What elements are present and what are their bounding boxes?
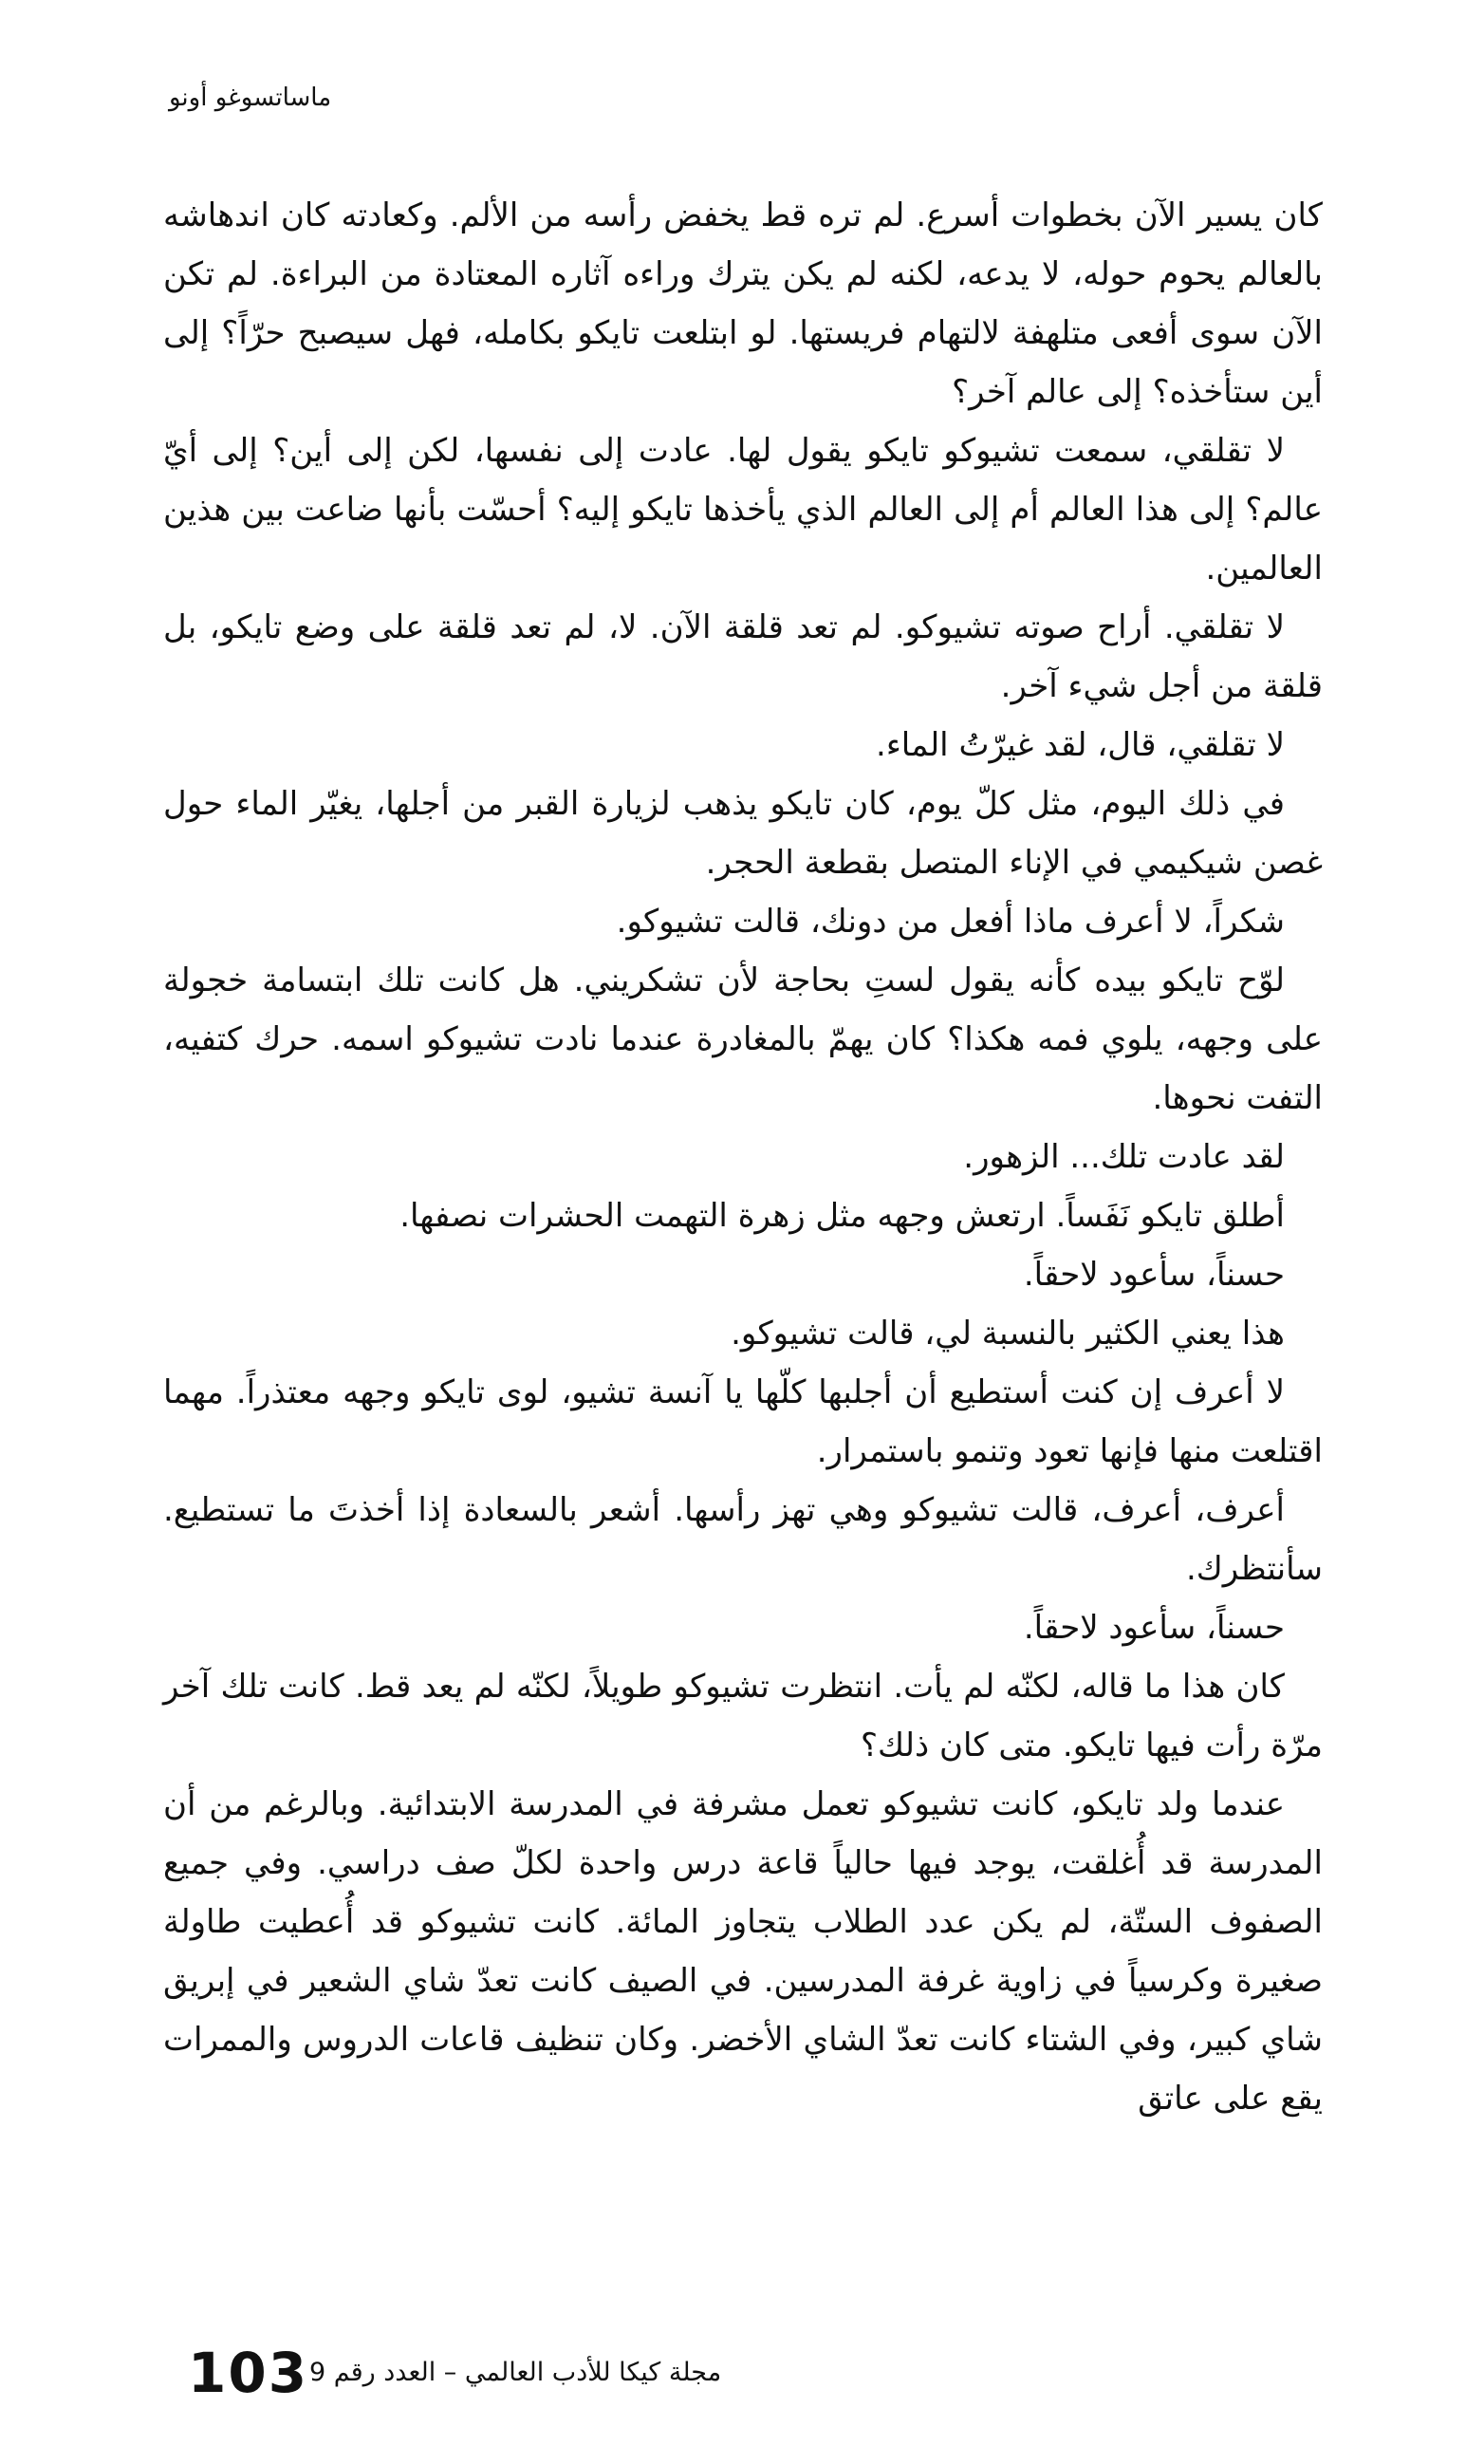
paragraph: لوّح تايكو بيده كأنه يقول لستِ بحاجة لأن تشكريني. هل كانت تلك ابتسامة خجولة على وجهه، يلوي فمه هكذا؟ كان يهمّ بالمغادرة عندما نادت تشيوكو اسمه. حرك كتفيه، التفت نحوها.	[163, 961, 1323, 1117]
paragraph: لا أعرف إن كنت أستطيع أن أجلبها كلّها يا آنسة تشيو، لوى تايكو وجهه معتذراً. مهما اقتلعت منها فإنها تعود وتنمو باستمرار.	[163, 1373, 1323, 1470]
paragraph: أعرف، أعرف، قالت تشيوكو وهي تهز رأسها. أشعر بالسعادة إذا أخذتَ ما تستطيع. سأنتظرك.	[163, 1491, 1323, 1588]
paragraph: أطلق تايكو نَفَساً. ارتعش وجهه مثل زهرة التهمت الحشرات نصفها.	[399, 1197, 1285, 1235]
paragraph: كان يسير الآن بخطوات أسرع. لم تره قط يخفض رأسه من الألم. وكعادته كان اندهاشه بالعالم يحوم حوله، لا يدعه، لكنه لم يكن يترك وراءه آثاره المعتادة من البراءة. لم تكن الآن سوى أفعى متلهفة لالتهام فريستها. لو ابتلعت تايكو بكامله، فهل سيصبح حرّاً؟ إلى أين ستأخذه؟ إلى عالم آخر؟	[163, 196, 1323, 411]
running-header-author: ماساتسوغو أونو	[169, 84, 332, 112]
paragraph: كان هذا ما قاله، لكنّه لم يأت. انتظرت تشيوكو طويلاً، لكنّه لم يعد قط. كانت تلك آخر مرّة رأت فيها تايكو. متى كان ذلك؟	[163, 1668, 1323, 1764]
paragraph: هذا يعني الكثير بالنسبة لي، قالت تشيوكو.	[731, 1315, 1285, 1353]
paragraph: في ذلك اليوم، مثل كلّ يوم، كان تايكو يذهب لزيارة القبر من أجلها، يغيّر الماء حول غصن شيكيمي في الإناء المتصل بقطعة الحجر.	[163, 785, 1323, 882]
paragraph: لا تقلقي، سمعت تشيوكو تايكو يقول لها. عادت إلى نفسها، لكن إلى أين؟ إلى أيّ عالم؟ إلى هذا العالم أم إلى العالم الذي يأخذها تايكو إليه؟ أحسّت بأنها ضاعت بين هذين العالمين.	[163, 432, 1323, 588]
paragraph: حسناً، سأعود لاحقاً.	[1023, 1609, 1285, 1647]
article-body	[163, 186, 1323, 2128]
page-number: 103	[188, 2341, 309, 2405]
page-footer	[188, 2341, 852, 2407]
paragraph: لقد عادت تلك... الزهور.	[963, 1138, 1285, 1176]
paragraph: حسناً، سأعود لاحقاً.	[1023, 1256, 1285, 1294]
paragraph: عندما ولد تايكو، كانت تشيوكو تعمل مشرفة في المدرسة الابتدائية. وبالرغم من أن المدرسة قد أُغلقت، يوجد فيها حالياً قاعة درس واحدة لكلّ صف دراسي. وفي جميع الصفوف الستّة، لم يكن عدد الطلاب يتجاوز المائة. كانت تشيوكو قد أُعطيت طاولة صغيرة وكرسياً في زاوية غرفة المدرسين. في الصيف كانت تعدّ شاي الشعير في إبريق شاي كبير، وفي الشتاء كانت تعدّ الشاي الأخضر. وكان تنظيف قاعات الدروس والممرات يقع على عاتق	[163, 1785, 1323, 2118]
paragraph: شكراً، لا أعرف ماذا أفعل من دونك، قالت تشيوكو.	[616, 903, 1285, 941]
paragraph: لا تقلقي. أراح صوته تشيوكو. لم تعد قلقة الآن. لا، لم تعد قلقة على وضع تايكو، بل قلقة من أجل شيء آخر.	[163, 608, 1323, 705]
paragraph: لا تقلقي، قال، لقد غيرّتُ الماء.	[876, 726, 1285, 764]
journal-issue-line: مجلة كيكا للأدب العالمي – العدد رقم 9	[309, 2358, 722, 2387]
